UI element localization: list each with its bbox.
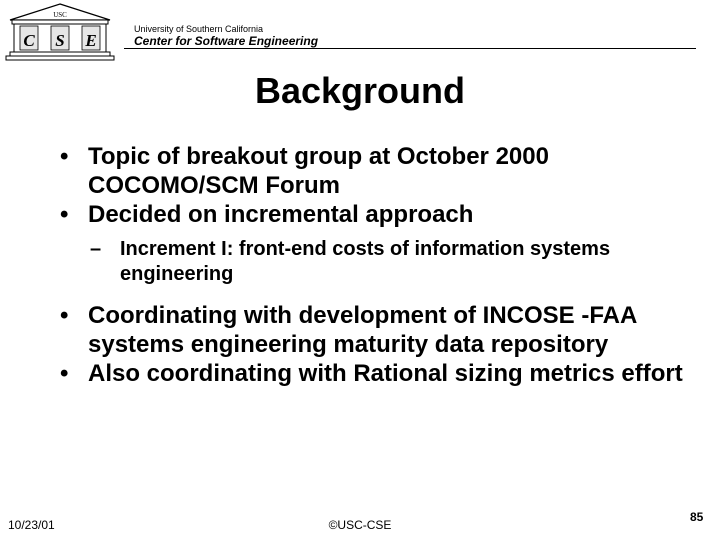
bullet-text: Coordinating with development of INCOSE -FAA systems engineering maturity data repository	[88, 302, 637, 358]
slide-title: Background	[254, 70, 466, 111]
sub-bullet-text: Increment I: front-end costs of information systems engineering	[120, 238, 611, 285]
page-number: 85	[690, 510, 704, 524]
center-name: Center for Software Engineering	[134, 34, 319, 48]
bullet-item	[60, 142, 710, 200]
bullet-text: Also coordinating with Rational sizing metrics effort	[88, 360, 683, 387]
logo-letter-e: E	[85, 31, 97, 50]
footer-date: 10/23/01	[8, 518, 55, 532]
cse-logo	[2, 2, 118, 64]
bullet-list	[60, 142, 710, 388]
dash-icon: –	[90, 238, 102, 260]
bullet-icon: •	[60, 143, 69, 170]
footer-copyright: ©USC-CSE	[328, 518, 392, 532]
bullet-icon: •	[60, 360, 69, 387]
header-text	[134, 24, 318, 48]
sub-bullet-item	[90, 237, 710, 287]
bullet-item	[60, 200, 710, 229]
bullet-icon: •	[60, 302, 69, 329]
bullet-text: Topic of breakout group at October 2000 COCOMO/SCM Forum	[88, 143, 549, 199]
logo-letter-s: S	[55, 31, 65, 50]
logo-banner-text: USC	[53, 11, 67, 19]
header-rule	[124, 48, 696, 49]
bullet-item	[60, 301, 710, 359]
bullet-text: Decided on incremental approach	[88, 201, 474, 228]
bullet-item	[60, 359, 710, 388]
bullet-icon: •	[60, 201, 69, 228]
logo-letter-c: C	[23, 31, 35, 50]
university-name: University of Southern California	[134, 24, 264, 34]
